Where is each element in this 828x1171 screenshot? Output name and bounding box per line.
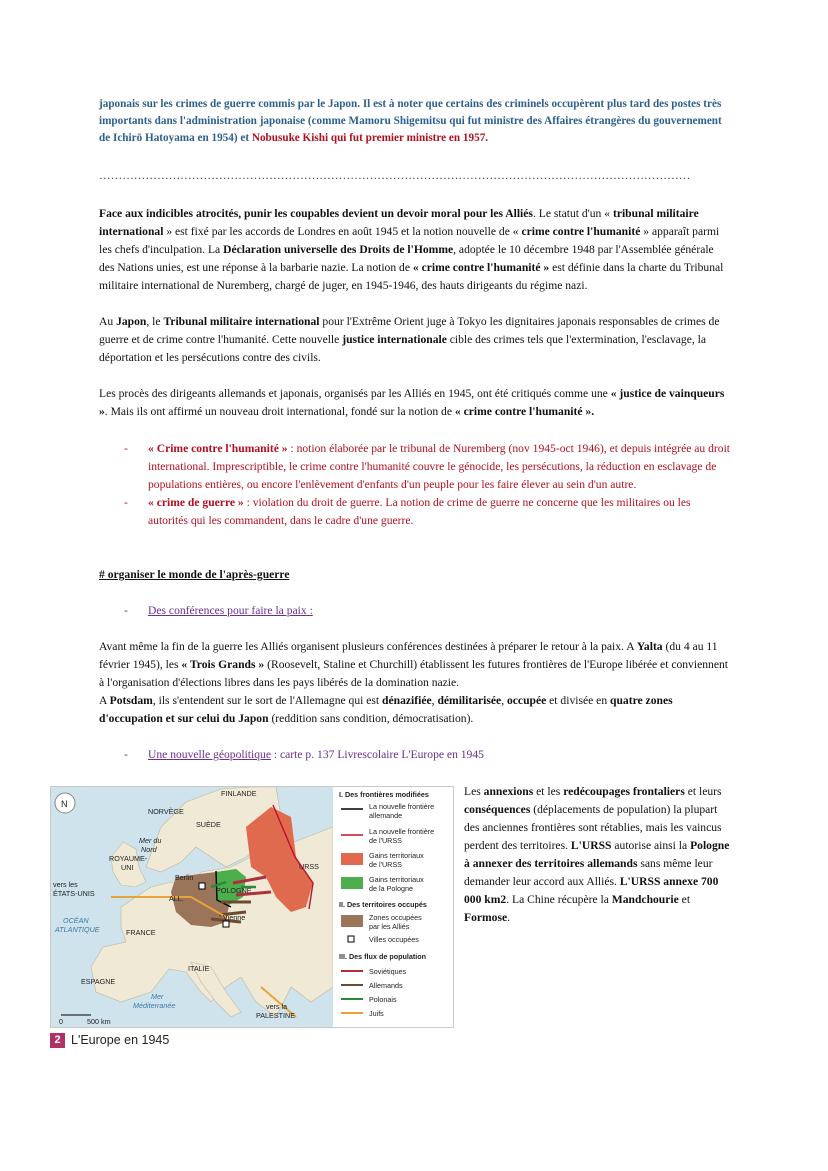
text-bold: Déclaration universelle des Droits de l'Homme — [223, 243, 454, 256]
text-bold: tribunal militaire international — [99, 207, 699, 238]
text: A — [99, 694, 110, 707]
text-bold: occupée — [506, 694, 547, 707]
dotted-separator: ……………………………………………………………………………………………………………………………………… — [99, 169, 691, 182]
label-royaume: ROYAUME- — [109, 854, 148, 863]
legend-occupied-swatch — [341, 915, 363, 927]
europe-1945-map — [50, 786, 454, 1028]
legend-text: Polonais — [369, 995, 397, 1004]
text: (déplacements de population) la plupart des anciennes frontières sont rétablies, mais les vaincus perdent des territoires. — [464, 803, 722, 852]
text: Les — [464, 785, 484, 798]
text: et — [678, 893, 691, 906]
text-bold: dénazifiée — [382, 694, 432, 707]
label-norvege: NORVÈGE — [148, 807, 184, 816]
geopolitics-link[interactable]: Une nouvelle géopolitique — [148, 748, 271, 761]
legend-text: de l'URSS — [369, 860, 402, 869]
geopolitics-reference: : carte p. 137 Livrescolaire L'Europe en 1945 — [271, 748, 484, 761]
text: Les procès des dirigeants allemands et japonais, organisés par les Alliés en 1945, ont été critiqués comme une — [99, 387, 611, 400]
label-nord: Nord — [141, 845, 157, 854]
text: (reddition sans condition, démocratisation). — [268, 712, 474, 725]
text-bold: Formose — [464, 911, 508, 924]
paragraph-yalta — [99, 638, 729, 692]
label-espagne: ESPAGNE — [81, 977, 116, 986]
text: (Roosevelt, Staline et Churchill) établissent les futures frontières de l'Europe libérée et conviennent à l'organisation d'élections libres dans les pays libérés de la domination nazie. — [99, 658, 728, 689]
definitions-list — [120, 440, 730, 530]
legend-text: Zones occupées — [369, 913, 422, 922]
paragraph-potsdam — [99, 692, 729, 728]
intro-red-text: Nobusuke Kishi qui fut premier ministre en 1957. — [251, 132, 489, 144]
label-finlande: FINLANDE — [221, 789, 257, 798]
paragraph-japan-tribunal — [99, 313, 729, 367]
definition-crime-humanity — [120, 440, 730, 494]
intro-paragraph — [99, 96, 729, 147]
label-palestine: PALESTINE — [256, 1011, 296, 1020]
label-vers-la: vers la — [266, 1002, 288, 1011]
text: Avant même la fin de la guerre les Alliés organisent plusieurs conférences destinées à préparer le retour à la paix. A — [99, 640, 637, 653]
caption-text: L'Europe en 1945 — [71, 1033, 170, 1047]
subheading-conferences — [120, 602, 730, 620]
legend-text: Soviétiques — [369, 967, 407, 976]
definition-war-crime — [120, 494, 730, 530]
conferences-link[interactable]: Des conférences pour faire la paix : — [148, 604, 313, 617]
text: , le — [146, 315, 164, 328]
text: pour l'Extrême Orient juge à Tokyo les dignitaires japonais responsables de crimes de guerre et de crime contre l'humanité. Cette nouvelle — [99, 315, 720, 346]
text-bold: L'URSS annexe 700 000 km2 — [464, 875, 719, 906]
text-bold: L'URSS — [570, 839, 612, 852]
label-uni: UNI — [121, 863, 134, 872]
label-suede: SUÈDE — [196, 820, 221, 829]
text-bold: Pologne à annexer des territoires allemands — [464, 839, 730, 870]
label-vienne: Vienne — [223, 913, 246, 922]
legend-text: Allemands — [369, 981, 403, 990]
label-mer-du: Mer du — [139, 836, 162, 845]
text: . La Chine récupère la — [506, 893, 612, 906]
legend-text: La nouvelle frontière — [369, 827, 435, 836]
legend-text: par les Alliés — [369, 922, 410, 931]
legend-text: de l'URSS — [369, 836, 402, 845]
text: Au — [99, 315, 117, 328]
text: , — [431, 694, 438, 707]
subheading-geopolitics — [120, 746, 730, 764]
intro-blue-text: japonais sur les crimes de guerre commis par le Japon. Il est à noter que certains des criminels occupèrent plus tard des postes très importants dans l'administration japonaise (comme Mamoru Shigemitsu qui fut ministre des Affaires étrangères du gouvernement de Ichirō Hatoyama en 1954) et — [99, 98, 722, 144]
legend-text: allemande — [369, 811, 403, 820]
legend-ussr-gains-swatch — [341, 853, 363, 865]
text: » apparaît parmi les chefs d'inculpation. La — [99, 225, 720, 256]
legend-city-swatch — [348, 936, 354, 942]
caption-number-badge: 2 — [50, 1033, 65, 1048]
legend-heading-borders: I. Des frontières modifiées — [339, 790, 429, 799]
text-bold: redécoupages frontaliers — [563, 785, 685, 798]
text: » est fixé par les accords de Londres en août 1945 et la notion nouvelle de « — [163, 225, 522, 238]
text-bold: « Trois Grands » — [181, 658, 265, 671]
definition-term: « crime de guerre » — [148, 496, 244, 509]
label-mer: Mer — [151, 992, 164, 1001]
text-bold: justice internationale — [342, 333, 447, 346]
map-side-text — [464, 783, 734, 927]
text: , adoptée le 10 décembre 1948 par l'Assemblée générale des Nations unies, est une réponse à la barbarie nazie. La notion de — [99, 243, 714, 274]
text: . Mais ils ont affirmé un nouveau droit international, fondé sur la notion de — [104, 405, 455, 418]
berlin-city-marker — [199, 883, 205, 889]
label-france: FRANCE — [126, 928, 156, 937]
text: sans même leur demander leur accord aux Alliés. — [464, 857, 713, 888]
label-berlin: Berlin — [175, 873, 194, 882]
legend-text: Gains territoriaux — [369, 851, 424, 860]
legend-text: Gains territoriaux — [369, 875, 424, 884]
text-bold: Tribunal militaire international — [163, 315, 320, 328]
text-bold: « crime contre l'humanité » — [412, 261, 550, 274]
list-dash: - — [124, 604, 128, 617]
legend-text: Villes occupées — [369, 935, 419, 944]
legend-text: La nouvelle frontière — [369, 802, 435, 811]
label-mediterranee: Méditerranée — [133, 1001, 176, 1010]
map-svg — [51, 787, 453, 1027]
text-bold: crime contre l'humanité — [521, 225, 641, 238]
text-bold: Mandchourie — [611, 893, 679, 906]
text-bold: annexions — [483, 785, 534, 798]
legend-text: de la Pologne — [369, 884, 413, 893]
list-dash: - — [124, 442, 128, 455]
text-bold: Yalta — [636, 640, 663, 653]
text: (du 4 au 11 février 1945), les — [99, 640, 718, 671]
list-dash: - — [124, 748, 128, 761]
label-pologne: POLOGNE — [216, 886, 252, 895]
definition-term: « Crime contre l'humanité » — [148, 442, 288, 455]
label-italie: ITALIE — [188, 964, 210, 973]
label-ocean: OCÉAN — [63, 916, 89, 925]
label-etats-unis: ÉTATS-UNIS — [53, 889, 95, 898]
text: , — [501, 694, 507, 707]
text: et les — [533, 785, 564, 798]
text-bold: Face aux indicibles atrocités, punir les coupables devient un devoir moral pour les Alliés — [99, 207, 533, 220]
label-urss: URSS — [299, 862, 319, 871]
legend-text: Juifs — [369, 1009, 384, 1018]
text-bold: conséquences — [464, 803, 531, 816]
text: , ils s'entendent sur le sort de l'Allemagne qui est — [152, 694, 383, 707]
text-bold: Japon — [116, 315, 147, 328]
text: et divisée en — [546, 694, 611, 707]
label-atlantique: ATLANTIQUE — [55, 925, 100, 934]
legend-heading-occupied: II. Des territoires occupés — [339, 900, 427, 909]
legend-heading-flows: III. Des flux de population — [339, 952, 427, 961]
definition-text: : violation du droit de guerre. La notion de crime de guerre ne concerne que les militaires ou les autorités qui les commandent, dans le cadre d'une guerre. — [148, 496, 691, 527]
north-label: N — [61, 799, 68, 809]
list-dash: - — [124, 496, 128, 509]
text-bold: Potsdam — [109, 694, 153, 707]
text-bold: quatre zones d'occupation et sur celui du Japon — [99, 694, 673, 725]
text: autorise ainsi la — [611, 839, 691, 852]
definition-text: : notion élaborée par le tribunal de Nuremberg (nov 1945-oct 1946), et depuis intégrée au droit international. Imprescriptible, le crime contre l'humanité couvre le génocide, les persécutions, la réduction en esclavage de populations entières, ou encore l'enlèvement d'enfants d'un peuple pour les faire élever au sein d'un autre. — [148, 442, 731, 491]
text: est définie dans la charte du Tribunal militaire international de Nuremberg, chargé de juger, en 1945-1946, des hauts dirigeants du régime nazi. — [99, 261, 724, 292]
text-bold: « justice de vainqueurs » — [99, 387, 725, 418]
text: . Le statut d'un « — [532, 207, 613, 220]
map-caption — [50, 1031, 169, 1049]
scale-label: 500 km — [87, 1017, 111, 1026]
text: . — [507, 911, 511, 924]
section-title: # organiser le monde de l'après-guerre — [99, 568, 290, 581]
paragraph-allies-judgement — [99, 205, 729, 295]
text: et leurs — [684, 785, 722, 798]
text: cible des crimes tels que l'extermination, l'esclavage, la déportation et les persécutions contre des civils. — [99, 333, 707, 364]
text-bold: démilitarisée — [437, 694, 502, 707]
legend-poland-gains-swatch — [341, 877, 363, 889]
label-allemagne: ALL. — [169, 894, 184, 903]
label-vers-les: vers les — [53, 880, 78, 889]
text-bold: « crime contre l'humanité ». — [454, 405, 595, 418]
scale-zero: 0 — [59, 1017, 63, 1026]
paragraph-victors-justice — [99, 385, 729, 421]
